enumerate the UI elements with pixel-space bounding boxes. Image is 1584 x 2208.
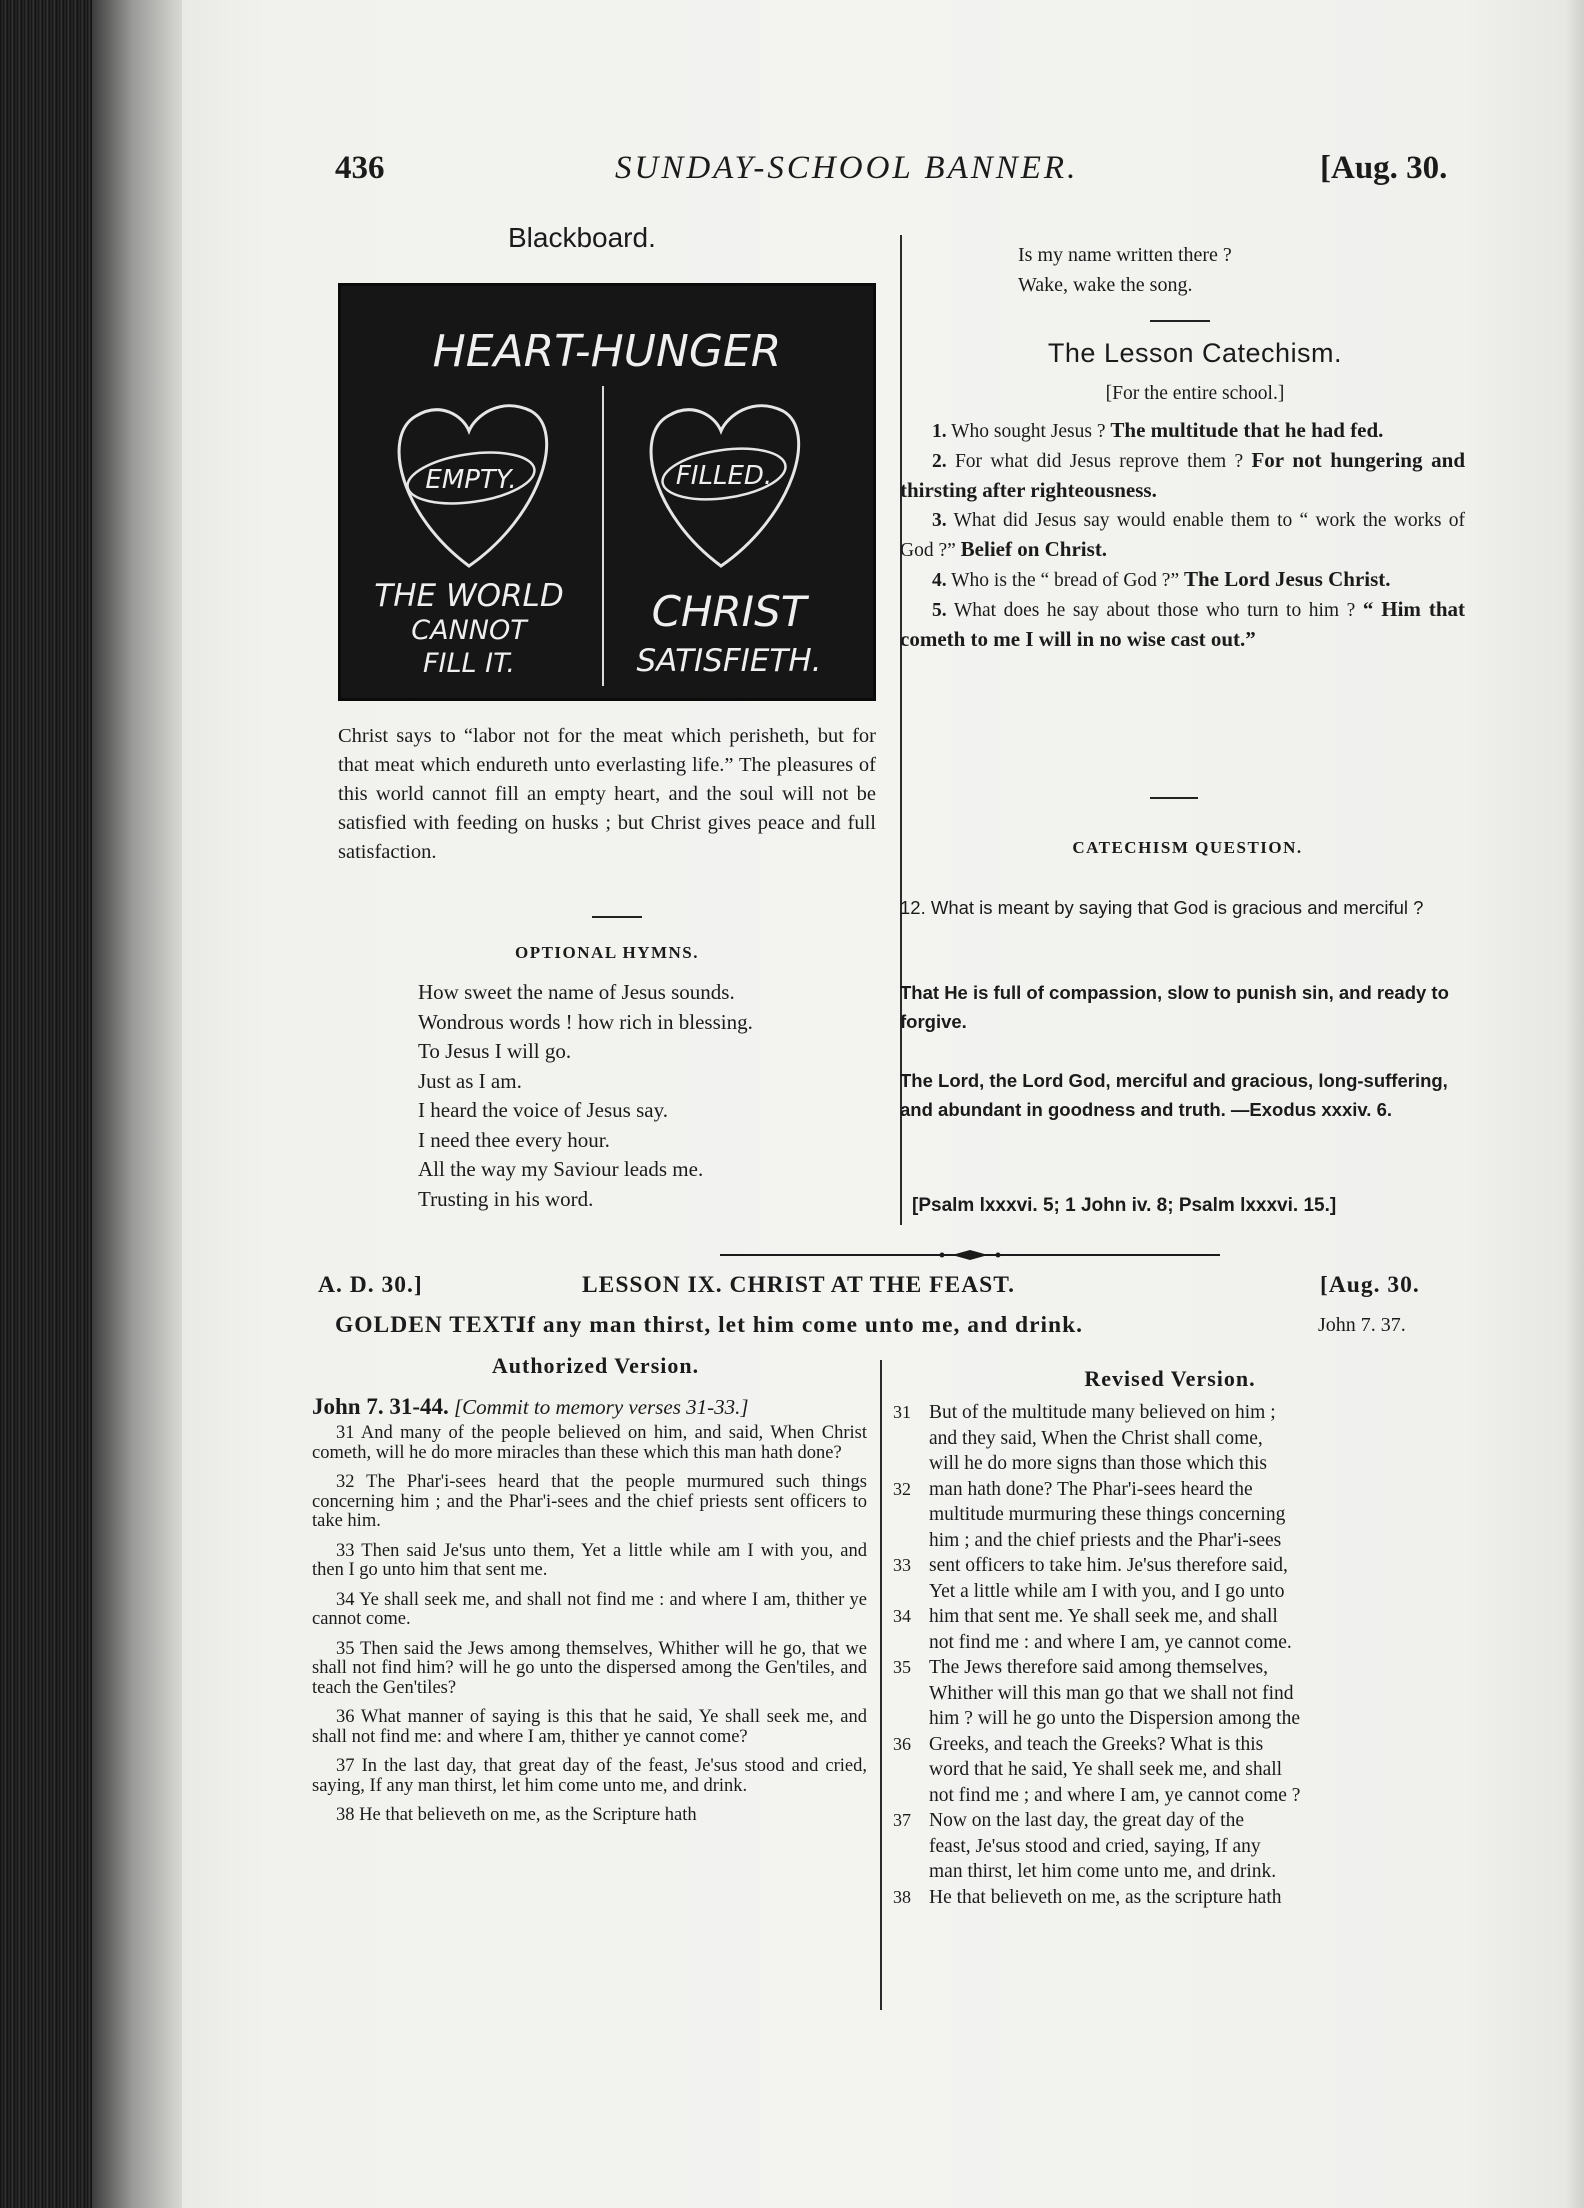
- revised-line: [893, 1630, 1453, 1656]
- revised-line-text: man thirst, let him come unto me, and drink.: [929, 1861, 1277, 1882]
- section-rule: [592, 916, 642, 918]
- book-page-edges: [0, 0, 92, 2208]
- verse-number: 33: [893, 1555, 911, 1575]
- revised-line: [893, 1579, 1453, 1605]
- left-caption-line-3: FILL IT.: [423, 648, 515, 679]
- revised-line-text: sent officers to take him. Je'sus therefore said,: [929, 1555, 1288, 1576]
- verse: 38 He that believeth on me, as the Scripture hath: [336, 1805, 697, 1825]
- verse: 35 Then said the Jews among themselves, Whither will he go, that we shall not find him? will he go unto the dispersed among the Gen'tiles, and teach the Gen'tiles?: [312, 1638, 867, 1698]
- right-caption-line-1: CHRIST: [651, 587, 807, 636]
- verse: 33 Then said Je'sus unto them, Yet a little while am I with you, and then I go unto him that sent me.: [312, 1540, 867, 1580]
- verse-number: 34: [893, 1606, 911, 1626]
- right-page-edge: [1566, 0, 1584, 2208]
- revised-line: [893, 1477, 1453, 1503]
- revised-line-text: Now on the last day, the great day of the: [929, 1810, 1244, 1831]
- revised-line-text: will he do more signs than those which this: [929, 1453, 1267, 1474]
- verse: 32 The Phar'i-sees heard that the people murmured such things concerning him ; and the Phar'i-sees and the chief priests sent officers to take him.: [312, 1472, 867, 1531]
- blackboard-drawing: [341, 286, 873, 698]
- revised-line: [893, 1451, 1453, 1477]
- hymn-item: I need thee every hour.: [418, 1127, 610, 1152]
- board-title: HEART-HUNGER: [432, 326, 782, 377]
- revised-line-text: Greeks, and teach the Greeks? What is this: [929, 1733, 1264, 1755]
- revised-line: [893, 1655, 1453, 1681]
- revised-line: [893, 1681, 1453, 1707]
- left-caption-line-1: THE WORLD: [374, 578, 564, 614]
- lesson-catechism-subheading: [For the entire school.]: [1105, 383, 1285, 404]
- verse-number: 37: [893, 1810, 911, 1830]
- revised-line-text: The Jews therefore said among themselves,: [929, 1657, 1268, 1678]
- section-rule: [1150, 797, 1198, 799]
- left-caption-line-2: CANNOT: [411, 615, 527, 646]
- passage-citation: John 7. 31-44.: [312, 1394, 449, 1419]
- verse: 31 And many of the people believed on him, and said, When Christ cometh, will he do more miracles than these which this man hath done?: [312, 1423, 867, 1463]
- revised-line-text: him ; and the chief priests and the Phar'i-sees: [929, 1529, 1282, 1551]
- lesson-date: [Aug. 30.: [1320, 1272, 1420, 1298]
- catechism-item: 2. For what did Jesus reprove them ? For not hungering and thirsting after righteousness.: [900, 448, 1466, 502]
- revised-line: [893, 1885, 1453, 1911]
- column-rule: [880, 1360, 882, 2010]
- revised-line: [893, 1706, 1453, 1732]
- revised-line-text: word that he said, Ye shall seek me, and shall: [929, 1759, 1283, 1780]
- catechism-item: 3. What did Jesus say would enable them to “ work the works of God ?” Belief on Christ.: [900, 510, 1465, 561]
- ornamental-divider: [720, 1248, 1220, 1262]
- hymn-item: How sweet the name of Jesus sounds.: [418, 980, 735, 1004]
- filled-label: FILLED.: [675, 461, 773, 491]
- catechism-list: [900, 416, 1465, 655]
- revised-line: [893, 1528, 1453, 1554]
- revised-line: [893, 1553, 1453, 1579]
- revised-line: [893, 1732, 1453, 1758]
- memory-verses: [Commit to memory verses 31-33.]: [454, 1395, 749, 1419]
- catechism-references: [Psalm lxxxvi. 5; 1 John iv. 8; Psalm lxxxvi. 15.]: [912, 1195, 1337, 1216]
- running-date: [Aug. 30.: [1320, 150, 1448, 186]
- hymns-list: [418, 978, 878, 1214]
- revised-line-text: man hath done? The Phar'i-sees heard the: [929, 1478, 1253, 1500]
- section-rule: [1150, 320, 1210, 322]
- hymn-item: To Jesus I will go.: [418, 1039, 572, 1063]
- revised-line-text: multitude murmuring these things concerning: [929, 1504, 1286, 1525]
- revised-version-heading: Revised Version.: [1084, 1366, 1256, 1391]
- revised-line: [893, 1400, 1453, 1426]
- revised-line: [893, 1808, 1453, 1834]
- revised-line-text: Yet a little while am I with you, and I go unto: [929, 1580, 1285, 1602]
- running-title: SUNDAY-SCHOOL BANNER.: [615, 150, 1079, 186]
- authorized-version-heading: Authorized Version.: [491, 1353, 700, 1378]
- revised-line-text: not find me : and where I am, ye cannot come.: [929, 1631, 1292, 1653]
- revised-line: [893, 1426, 1453, 1452]
- hymn-item: All the way my Saviour leads me.: [418, 1157, 704, 1181]
- lesson-catechism-heading: The Lesson Catechism.: [1047, 338, 1343, 368]
- empty-label: EMPTY.: [425, 465, 517, 495]
- right-caption-line-2: SATISFIETH.: [636, 643, 822, 679]
- hymns-heading: OPTIONAL HYMNS.: [514, 943, 700, 962]
- revised-line: [893, 1783, 1453, 1809]
- verse: 34 Ye shall seek me, and shall not find me : and where I am, thither ye cannot come.: [312, 1589, 867, 1629]
- revised-line-text: Whither will this man go that we shall not find: [929, 1682, 1294, 1704]
- revised-line-text: But of the multitude many believed on him ;: [929, 1402, 1276, 1423]
- golden-text-reference: John 7. 37.: [1318, 1314, 1406, 1336]
- revised-line: [893, 1859, 1453, 1885]
- revised-line-text: him that sent me. Ye shall seek me, and shall: [929, 1606, 1278, 1627]
- hymn-item: Wondrous words ! how rich in blessing.: [418, 1009, 753, 1034]
- verse-number: 32: [893, 1478, 911, 1499]
- catechism-question: 12. What is meant by saying that God is gracious and merciful ?: [900, 897, 1424, 918]
- catechism-question-heading: CATECHISM QUESTION.: [1072, 838, 1303, 857]
- verse-number: 35: [893, 1657, 911, 1677]
- song-line: Wake, wake the song.: [1018, 274, 1193, 296]
- page-number: 436: [335, 150, 385, 186]
- lesson-title: LESSON IX. CHRIST AT THE FEAST.: [582, 1272, 1016, 1298]
- verse-number: 38: [893, 1886, 911, 1907]
- revised-line: [893, 1502, 1453, 1528]
- revised-line-text: feast, Je'sus stood and cried, saying, If any: [929, 1835, 1261, 1857]
- catechism-answer: That He is full of compassion, slow to punish sin, and ready to forgive.: [900, 982, 1449, 1032]
- revised-line-text: He that believeth on me, as the scripture hath: [929, 1886, 1282, 1908]
- lesson-year: A. D. 30.]: [318, 1272, 423, 1298]
- catechism-item: 1. Who sought Jesus ? The multitude that he had fed.: [932, 418, 1384, 442]
- golden-text: If any man thirst, let him come unto me, and drink.: [517, 1312, 1084, 1338]
- catechism-scripture: The Lord, the Lord God, merciful and gracious, long-suffering, and abundant in goodness and truth. —Exodus xxxiv. 6.: [900, 1070, 1448, 1120]
- revised-line: [893, 1604, 1453, 1630]
- song-fragment: [1018, 240, 1232, 300]
- catechism-item: 5. What does he say about those who turn to him ? “ Him that cometh to me I will in no wise cast out.”: [900, 597, 1465, 651]
- passage-reference: [312, 1394, 872, 1420]
- revised-line-text: and they said, When the Christ shall come,: [929, 1427, 1263, 1449]
- blackboard-illustration: [338, 283, 876, 701]
- golden-text-label: GOLDEN TEXT.: [335, 1312, 523, 1338]
- revised-line: [893, 1834, 1453, 1860]
- song-line: Is my name written there ?: [1018, 244, 1232, 266]
- hymn-item: Trusting in his word.: [418, 1186, 594, 1211]
- verse-number: 31: [893, 1402, 911, 1422]
- hymn-item: Just as I am.: [418, 1068, 522, 1093]
- verse: 36 What manner of saying is this that he said, Ye shall seek me, and shall not find me: and where I am, thither ye cannot come?: [312, 1707, 867, 1747]
- revised-verses: [893, 1400, 1453, 1910]
- hymn-item: I heard the voice of Jesus say.: [418, 1098, 668, 1122]
- revised-line-text: not find me ; and where I am, ye cannot come ?: [929, 1784, 1301, 1806]
- blackboard-paragraph: Christ says to “labor not for the meat which perisheth, but for that meat which endureth unto everlasting life.” The pleasures of this world cannot fill an empty heart, and the soul will not be satisfied with feeding on husks ; but Christ gives peace and full satisfaction.: [338, 725, 876, 863]
- verse-number: 36: [893, 1733, 911, 1754]
- verse: 37 In the last day, that great day of the feast, Je'sus stood and cried, saying, If any man thirst, let him come unto me, and drink.: [312, 1756, 867, 1796]
- blackboard-heading: Blackboard.: [508, 222, 656, 253]
- gutter-shadow: [92, 0, 182, 2208]
- revised-line-text: him ? will he go unto the Dispersion among the: [929, 1708, 1300, 1729]
- authorized-verses: [312, 1424, 867, 1836]
- catechism-item: 4. Who is the “ bread of God ?” The Lord Jesus Christ.: [932, 567, 1391, 591]
- revised-line: [893, 1757, 1453, 1783]
